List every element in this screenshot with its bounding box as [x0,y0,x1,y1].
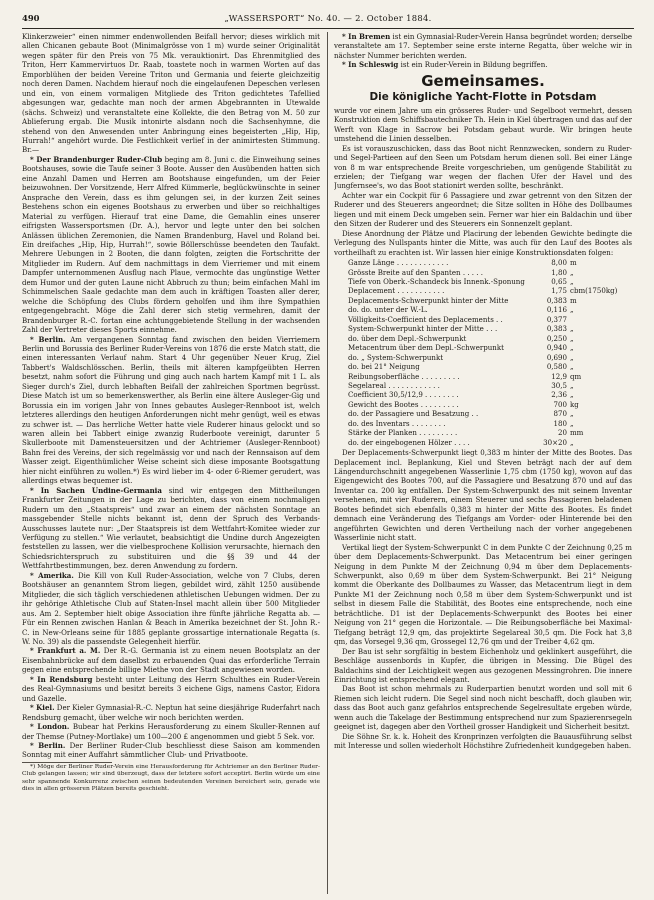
header-rule [22,28,634,29]
spec-label: Tiefe von Oberk.-Schandeck bis Innenk.-Sponung [348,276,525,286]
left-column-paragraph: * In Sachen Undine-Germania sind wir entgegen den Mittheilungen Frankfurter Zeitungen in der Lage zu berichten, dass von einem nochmaligen Rudern um den „Staatspreis“ und zwar an einem der nächsten Sonntage an massgebender Stelle nichts bekannt ist, denn der Spruch des Verbands-Ausschusses lautete nur: „Der Staatspreis ist dem Wettfahrt-Komitee wieder zur Verfügung zu stellen.“ Wie verlautet, beabsichtigt die Undine durch Angezeigten feststellen zu lassen, wer die vielbesprochene Kollision verursachte, hiernach den Schiedsrichterspruch zu substituiren und die §§ 39 und 44 der Wettfahrtbestimmungen, bez. deren Anwendung zu fordern. [22,485,320,571]
item-lead: * London. [30,722,70,732]
spec-row [348,334,618,343]
spec-value: 30,5 [551,380,567,390]
specification-table [348,258,618,447]
column-divider [327,32,328,894]
spec-unit: „ [570,380,574,390]
spec-unit: „ [570,333,574,343]
article-body [334,448,632,751]
spec-row [348,343,618,352]
left-column-paragraph: Klinkerzweier“ einen nimmer endenwollenden Beifall hervor; dieses wirklich mit allen Chicanen gebaute Boot (Minimalgrösse von 1 m) wurde seiner Originalität wegen später für den Preis von 75 Mk. verauktionirt. Das Ehrenmitglied des Triton, Herr Kammervirtuos Dr. Raab, toastete noch in warmen Worten auf das Emporblühen der beiden Vereine Triton und Germania und feierte gleichzeitig noch deren Damen. Nachdem hierauf noch die eingelaufenen Depeschen verlesen und ein, von einem vormaligen Mitgliede des Triton gedichtetes Tafellied abgesungen war, gedachte man noch der armen Abgebrannten in Utewalde (sächs. Schweiz) und veranstaltete eine Kollekte, die den Betrag von M. 50 zur Ablieferung ergab. Die Musik intonirte alsdann noch die Sachsenhymne, die stehend von den Anwesenden unter Anbringung eines begeisterten „Hip, Hip, Hurrah!“ angehört wurde. Die Festlichkeit verlief in der animirtesten Stimmung. Br.— [22,32,320,155]
right-column-paragraph: * In Schleswig ist ein Ruder-Verein in Bildung begriffen. [342,60,548,70]
spec-row [348,438,618,447]
spec-label: do. bei 21° Neigung [348,362,420,372]
item-lead: * Frankfurt a. M. [30,646,101,656]
spec-value: 0,580 [546,362,567,372]
spec-value: 1,80 [551,267,567,277]
spec-row [348,381,618,390]
spec-row [348,305,618,314]
left-column-paragraph: * Berlin. Der Berliner Ruder-Club beschliesst diese Saison am kommenden Sonntag mit einer Auffahrt sämmtlicher Club- und Privatboote. [22,740,320,760]
spec-label: Ganze Länge . . . . . . . . . . . . [348,258,449,268]
article-paragraph: Das Boot ist schon mehrmals zu Ruderpartien benutzt worden und soll mit 6 Riemen sich leicht rudern. Die Segel sind noch nicht beschafft, doch glauben wir, dass das Boot auch ganz gefahrlos entsprechende Segelresultate ergeben würde, wenn auch die Takelage der Bestimmung entsprechend nur zum Spazierenrsegeln geeignet ist, dagegen aber den Vortheil grosser Handigkeit und Sicherheit besitzt. [334,684,632,732]
article-title: Die königliche Yacht-Flotte in Potsdam [369,90,597,103]
spec-label: Deplacements-Schwerpunkt hinter der Mitte [348,295,509,305]
spec-label: Völligkeits-Coefficient des Deplacements . . [348,314,503,324]
spec-label: Segelareal . . . . . . . . . . . . [348,380,440,390]
spec-label: Gewicht des Bootes . . . . . . . . . [348,399,459,409]
article-paragraph: wurde vor einem Jahre um ein grösseres Ruder- und Segelboot vermehrt, dessen Konstruktion dem Schiffsbautechniker Th. Hein in Kiel übertragen und das auf der Werft von Klage in Sacrow bei Potsdam gebaut wurde. Wir bringen heute umstehend die Linien desselben. [334,105,632,144]
spec-row [348,362,618,371]
spec-value: 8,00 [551,258,567,268]
spec-value: 0,250 [546,333,567,343]
left-column-paragraph: * Amerika. Die Kill von Kull Ruder-Association, welche von 7 Clubs, deren Bootshäuser an genanntem Strom liegen, gebildet wird, zählt 1250 ausübende Mitglieder, die sich täglich verschiedenen athletischen Uebungen widmen. Der zu ihr gehörige Athletische Club auf Staten-Insel macht allein über 500 Mitglieder aus. Am 2. September hielt obige Association ihre fünfte jährliche Regatta ab. — Für ein Rennen zwischen Hanlan & Beach in Amerika bezeichnet der St. John R.-C. in New-Orleans seine für 1885 geplante grossartige internationale Regatta (s. W. No. 39) als die passendste Gelegenheit hierfür. [22,570,320,646]
spec-unit: „ [570,267,574,277]
spec-unit: „ [570,276,574,286]
spec-unit: cbm(1750kg) [570,286,618,296]
spec-unit: „ [570,390,574,400]
article-paragraph: Es ist vorauszuschicken, dass das Boot nicht Rennzwecken, sondern zu Ruder- und Segel-Partieen auf den Seen um Potsdam herum dienen soll. Bei einer Länge von 8 m war entsprechende Breite vorgeschrieben, um genügende Stabilität zu erzielen; der Tiefgang war wegen der flachen Ufer der Havel und des Jungfernsee's, wo das Boot stationirt werden sollte, beschränkt. [334,143,632,191]
left-column-paragraph: * Berlin. Am vergangenen Sonntag fand zwischen den beiden Vierriemern Berlin und Borussia des Berliner Ruder-Vereins von 1876 die erste Match statt, die einen interessanten Verlauf nahm. Start 4 Uhr gegenüber Neuer Krug, Ziel Tabbert's Waldschlösschen. Berlin, theils mit älteren kampfgeübten Herren besetzt, nahm sofort die Führung und ging auch nach hartem Kampf mit 1 L. als Sieger durch's Ziel, durch lebhaften Beifall der zahlreichen Sportmen begrüsst. Diese Match ist um so bemerkenswerther, als Berlin eine ältere Ausleger-Gig und Borussia ein im vorigen Jahr von Innes gebautes Ausleger-Rennboot ist, welch letzteres allerdings den heutigen Anforderungen nicht mehr genügt, weil es etwas zu schwer ist. — Das herrliche Wetter hatte viele Ruderer hinaus gelockt und so waren allein bei Tabbert einige zwanzig Ruderboote vereinigt, darunter 5 Skullerboote mit Damensteuersitzen und der Achtriemer (Ausleger-Rennboot) Bahn frei des Vereins, der sich regelmässig vor und nach der Rennsaison auf dem Wasser zeigt. Eigenthümlicher Weise scheint sich diese imposante Bootsgattung hier nicht einführen zu wollen.*) Es wird lieber im 4- oder 6-Riemer gerudert, was allerdings etwas bequemer ist. [22,334,320,486]
left-column [22,32,320,894]
spec-value: 0,377 [546,314,567,324]
journal-title: „WASSERSPORT“ No. 40. — 2. October 1884. [224,13,432,23]
spec-row [348,268,618,277]
page-header [22,12,634,25]
item-lead: * In Rendsburg [30,674,93,684]
article-paragraph: Der Deplacements-Schwerpunkt liegt 0,383 m hinter der Mitte des Bootes. Das Deplacement incl. Beplankung, Kiel und Steven beträgt nach der auf dem Längendurchschnitt angegebenen Wasserlinie 1,75 cbm (1750 kg), wovon auf das Eigengewicht des Bootes 700, auf die Passagiere und Besatzung 870 und auf das Inventar ca. 200 kg entfallen. Der System-Schwerpunkt des mit seinem Inventar versehenen, mit vier Ruderern, einem Steuerer und sechs Passagieren beladenen Bootes befindet sich ebenfalls 0,383 m hinter der Mitte des Bootes. Es findet demnach eine Veränderung des Tiefgangs am Vorder- oder Hinterende bei den angeführten Gewichten und deren Vertheilung nach der vorher angegebenen Wasserlinie nicht statt. [334,448,632,543]
spec-row [348,324,618,333]
spec-value: 0,65 [551,276,567,286]
spec-unit: „ [570,418,574,428]
spec-unit: mm [570,428,584,438]
spec-value: 20 [558,428,567,438]
left-column-paragraph: * London. Bubear hat Perkins Herausforderung zu einem Skuller-Rennen auf der Themse (Putney-Mortlake) um 100—200 £ angenommen und giebt 5 Sek. vor. [22,722,320,741]
spec-unit: „ [570,324,574,334]
spec-value: 0,940 [546,343,567,353]
spec-row [348,419,618,428]
item-lead: * Berlin. [30,334,66,344]
spec-label: Reibungsoberfläche . . . . . . . . . [348,371,460,381]
page-number: 490 [22,13,40,23]
left-column-paragraph: * Der Brandenburger Ruder-Club beging am 8. Juni c. die Einweihung seines Bootshauses, sowie die Taufe seiner 3 Boote. Ausser den Ausübenden hatten sich eine Anzahl Damen und Herren am Bootshause eingefunden, um der Feier beizuwohnen. Der Vorsitzende, Herr Alfred Kümmerle, beglückwünschte in seiner Ansprache den Verein, dass es ihm gelungen sei, in der kurzen Zeit seines Bestehens schon ein eigenes Bootshaus zu erwerben und über so reichhaltiges Material zu verfügen. Hierauf trat eine Dame, die Gemahlin eines unserer eifrigsten Wassersportsmen (Dr. A.), hervor und legte unter den bei solchen Anlässen üblichen Zeremonien, die Namen Brandenburg, Havel und Roland bei. Ein dreifaches „Hip, Hip, Hurrah!“, sowie Böllerschüsse beendeten den Taufakt. Mehrere Uebungen in 2 Booten, die dann folgten, zeigten die Fortschritte der Mitglieder im Rudern. Auf dem nachmittags in dem Vierriemer und mit einem Dampfer unternommenen Ausflug nach Plaue, vermochte das ungünstige Wetter dem Humor und der guten Laune nicht Abbruch zu thun; beim einfachen Mahl im Schimmelschen Saale gedachte man dem auch in kräftigen Toasten aller derer, welche die Schöpfung des Clubs fördern geholfen und ihm ihre Sympathien entgegengebracht. Möge die Zahl derer sich stetig vermehren, damit der Brandenburger R.-C. fortan eine achtunggebietende Stellung in der wachsenden Zahl der Vertreter dieses Sports einnehme. [22,154,320,335]
spec-unit: m [570,258,577,268]
spec-label: Stärke der Planken . . . . . . . . . [348,428,458,438]
spec-value: 1,75 [551,286,567,296]
spec-value: 0,383 [546,324,567,334]
spec-label: Deplacement . . . . . . . . . . . [348,286,445,296]
spec-row [348,409,618,418]
spec-row [348,390,618,399]
spec-unit: „ [570,343,574,353]
spec-row [348,258,618,267]
footnote-rule [22,762,112,763]
spec-value: 2,36 [551,390,567,400]
item-lead: * In Sachen Undine-Germania [30,485,162,495]
spec-label: Grösste Breite auf den Spanten . . . . . [348,267,483,277]
spec-label: do. des Inventars . . . . . . . . [348,418,446,428]
spec-row [348,400,618,409]
right-column [334,32,632,894]
item-lead: * In Bremen [342,32,391,41]
spec-label: do. do. unter der W.-L. [348,305,428,315]
spec-unit: „ [570,362,574,372]
spec-label: Coefficient 30,5/12,9 . . . . . . . . [348,390,459,400]
spec-label: do. der eingebogenen Hölzer . . . . [348,437,470,447]
spec-value: 30×20 [543,437,567,447]
spec-unit: qm [570,371,582,381]
article-paragraph: Achter war ein Cockpit für 6 Passagiere und zwar getrennt von den Sitzen der Ruderer und des Steuerers angeordnet; die Sitze sollten in Höhe des Dollbaumes liegen und mit einem Deck umgeben sein. Ferner war hier ein Baldachin und über den Sitzen der Ruderer und des Steuerers ein Sonnenzelt geplant. [334,190,632,229]
right-news-items [334,32,632,70]
spec-row [348,277,618,286]
spec-value: 700 [553,399,567,409]
spec-unit: „ [570,305,574,315]
item-lead: * Amerika. [30,570,74,580]
left-column-paragraph: * Frankfurt a. M. Der R.-G. Germania ist zu einem neuen Bootsplatz an der Eisenbahnbrücke auf dem daselbst zu erbauenden Quai das erforderliche Terrain gegen eine entsprechende billige Miethe von der Stadt angewiesen worden. [22,646,320,675]
item-lead: * Der Brandenburger Ruder-Club [30,154,163,164]
article-paragraph: Der Bau ist sehr sorgfältig in bestem Eichenholz und geklinkert ausgeführt, die Beschläge aussenbords in Kupfer, die übrigen in Messing. Die Bügel des Baldachins sind der Leichtigkeit wegen aus gezogenen Messingrohren. Die innere Einrichtung ist entsprechend elegant. [334,646,632,684]
spec-row [348,296,618,305]
spec-unit: „ [570,352,574,362]
article-paragraph: Vertikal liegt der System-Schwerpunkt C in dem Punkte C der Zeichnung 0,25 m über dem Deplacements-Schwerpunkt. Das Metacentrum bei einer geringen Neigung in dem Punkte M der Zeichnung 0,94 m über dem Deplacements-Schwerpunkt, also 0,69 m über dem System-Schwerpunkt. Bei 21° Neigung kommt die Oberkante des Dollbaumes zu Wasser, das Metacentrum liegt in dem Punkte M1 der Zeichnung noch 0,58 m über dem System-Schwerpunkt und ist selbst in diesem Falle die Stabilität, des Bootes eine entsprechende, noch eine beträchtliche. D1 ist der Deplacements-Schwerpunkt des Bootes bei einer Neigung von 21° gegen die Horizontale. — Die Reibungsoberfläche bei Maximal-Tiefgang beträgt 12,9 qm, das projektirte Segelareal 30,5 qm. Die Fock hat 3,8 qm, das Vorsegel 9,36 qm, Grossegel 12,76 qm und der Treiber 4,62 qm. [334,542,632,647]
section-heading: Gemeinsames. [421,71,545,90]
article-paragraph: Die Söhne Sr. k. k. Hoheit des Kronprinzen verfolgten die Bauausführung selbst mit Interesse und sollen wiederholt Höchstihre Zufriedenheit kundgegeben haben. [334,731,632,751]
spec-value: 12,9 [551,371,567,381]
article-intro [334,106,632,257]
spec-unit: „ [570,409,574,419]
spec-unit [567,315,618,324]
left-column-paragraph: * Kiel. Der Kieler Gymnasial-R.-C. Neptun hat seine diesjährige Ruderfahrt nach Rendsburg gemacht, über welche wir noch berichten werden. [22,703,320,722]
item-lead: * Kiel. [30,703,55,713]
spec-value: 0,690 [546,352,567,362]
spec-label: do. „ System-Schwerpunkt [348,352,444,362]
item-lead: * Berlin. [30,740,66,750]
spec-unit: m [570,295,577,305]
spec-row [348,286,618,295]
spec-row [348,315,618,324]
left-column-paragraph: * In Rendsburg besteht unter Leitung des Herrn Schulthes ein Ruder-Verein des Real-Gymnasiums und besitzt bereits 3 eichene Gigs, namens Castor, Eidora und Gazelle. [22,674,320,703]
spec-value: 0,116 [546,305,567,315]
spec-row [348,428,618,437]
spec-value: 870 [553,409,567,419]
spec-label: do. der Passagiere und Besatzung . . [348,409,479,419]
spec-label: System-Schwerpunkt hinter der Mitte . . . [348,324,498,334]
spec-row [348,372,618,381]
spec-unit: kg [570,399,579,409]
spec-value: 0,383 [546,295,567,305]
spec-label: do. über dem Depl.-Schwerpunkt [348,333,467,343]
spec-value: 180 [553,418,567,428]
footnote: *) Möge der Berliner Ruder-Verein eine Herausforderung für Achtriemer an den Berliner Ruder-Club gelangen lassen; wir sind überzeugt, dass der letztere sofort acceptirt. Berlin würde um eine sehr spannende Konkurrenz zwischen seinen bedeutenden Vereinen bereichert sein, gerade wie dies in allen grösseren Plätzen bereits geschieht. [22,763,320,793]
spec-unit: „ [570,437,574,447]
article-paragraph: Diese Anordnung der Plätze und Placirung der lebenden Gewichte bedingte die Verlegung des Nullspants hinter die Mitte, was auch für den Lauf des Bootes als vortheilhaft zu erachten ist. Wir lassen hier einige Konstruktionsdaten folgen: [334,228,632,257]
item-lead: * In Schleswig [342,60,399,70]
spec-row [348,353,618,362]
right-column-paragraph: * In Bremen ist ein Gymnasial-Ruder-Verein Hansa begründet worden; derselbe veranstaltete am 17. September seine erste interne Regatta, über welche wir in nächster Nummer berichten werden. [334,32,632,60]
spec-label: Metacentrum über dem Depl.-Schwerpunkt [348,343,504,353]
